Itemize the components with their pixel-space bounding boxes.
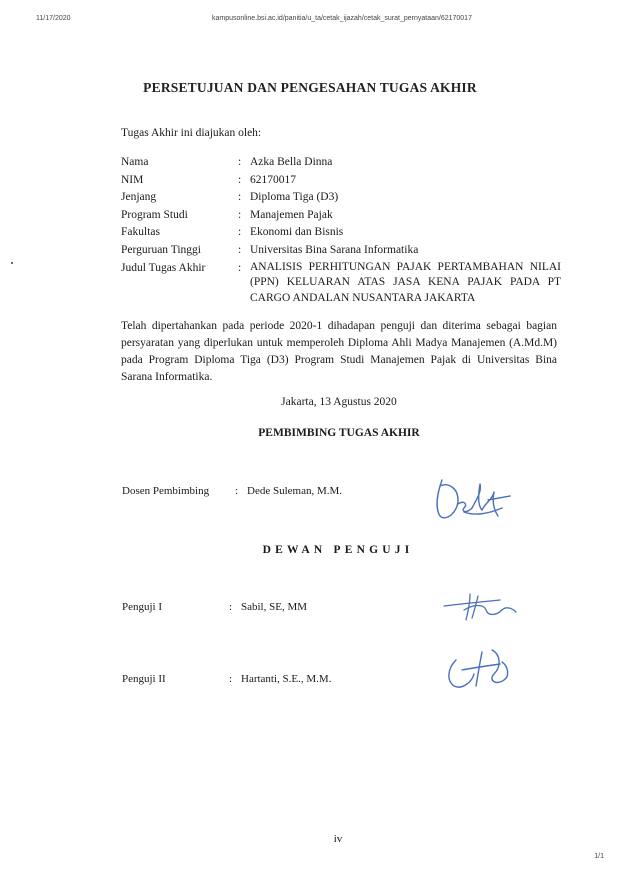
field-colon: : [238,156,242,168]
field-colon: : [238,243,242,256]
field-value: Universitas Bina Sarana Informatika [250,243,419,256]
field-row-judul [121,260,561,307]
field-row-nama [121,154,561,172]
field-colon: : [238,208,242,221]
document-title: PERSETUJUAN DAN PENGESAHAN TUGAS AKHIR [143,80,477,95]
field-row-fakultas [121,224,561,242]
examiner-colon: : [229,601,233,613]
examiner-row-2 [122,673,422,689]
field-label: Fakultas [121,226,160,239]
place-date: Jakarta, 13 Agustus 2020 [281,396,397,408]
supervisor-row [122,485,422,501]
print-date: 11/17/2020 [36,15,71,22]
page-number: iv [333,833,343,845]
field-row-program-studi [121,207,561,225]
examiner-1-signature-icon [440,590,520,624]
print-page-count: 1/1 [594,853,604,860]
field-colon: : [238,226,242,239]
examiner-2-signature-icon [442,646,522,692]
supervisor-label: Dosen Pembimbing [122,485,210,497]
supervisor-heading: PEMBIMBING TUGAS AKHIR [258,427,420,439]
field-label: Program Studi [121,208,188,221]
print-url: kampusonline.bsi.ac.id/panitia/u_ta/cetak_ijazah/cetak_surat_pernyataan/62170017 [212,15,472,22]
field-colon: : [238,261,242,274]
field-label: Perguruan Tinggi [121,243,201,256]
field-label: Judul Tugas Akhir [121,261,206,274]
field-colon: : [238,173,242,186]
examiner-board-heading: DEWAN PENGUJI [262,544,414,556]
field-row-nim [121,172,561,190]
field-value: Diploma Tiga (D3) [250,191,339,204]
examiner-name: Sabil, SE, MM [241,601,308,613]
print-header [0,15,620,29]
field-row-jenjang [121,189,561,207]
examiner-label: Penguji II [122,673,166,685]
scan-speck [11,262,13,264]
examiner-colon: : [229,673,233,685]
field-value: Azka Bella Dinna [250,156,333,168]
field-value: Manajemen Pajak [250,208,333,221]
field-value: 62170017 [250,173,296,186]
approval-statement: Telah dipertahankan pada periode 2020-1 dihadapan penguji dan diterima sebagai bagian persyaratan yang diperlukan untuk memperoleh Diploma Ahli Madya Manajemen (A.Md.M) pada Program Diploma Tiga (D3) Program Studi Manajemen Pajak di Universitas Bina Sarana Informatika. [121,320,557,383]
field-row-perguruan-tinggi [121,242,561,260]
examiner-name: Hartanti, S.E., M.M. [241,673,332,685]
thesis-title-value: ANALISIS PERHITUNGAN PAJAK PERTAMBAHAN NILAI (PPN) KELUARAN ATAS JASA KENA PAJAK PADA PT CARGO ANDALAN NUSANTARA JAKARTA [250,260,561,305]
field-colon: : [238,191,242,204]
examiner-row-1 [122,601,422,617]
supervisor-name: Dede Suleman, M.M. [247,485,343,497]
supervisor-signature-icon [428,470,518,526]
field-label: Nama [121,156,149,168]
field-label: Jenjang [121,191,157,204]
intro-text: Tugas Akhir ini diajukan oleh: [121,127,262,139]
student-info-table [121,154,561,307]
supervisor-colon: : [235,485,239,497]
examiner-label: Penguji I [122,601,163,613]
field-value: Ekonomi dan Bisnis [250,226,344,239]
field-label: NIM [121,173,144,186]
